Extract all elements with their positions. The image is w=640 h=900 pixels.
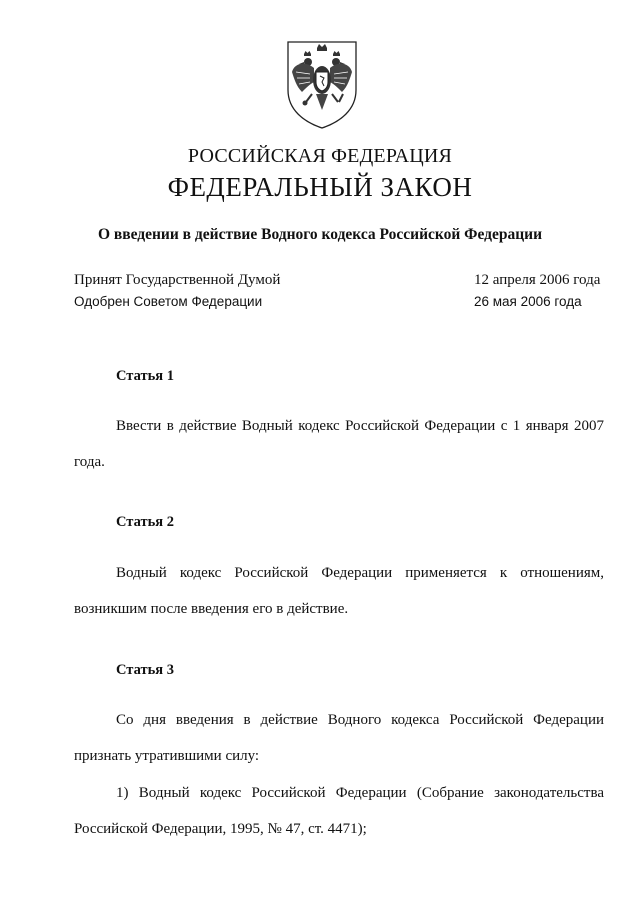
duma-adoption-label: Принят Государственной Думой bbox=[74, 272, 281, 288]
coat-of-arms-emblem bbox=[284, 38, 360, 130]
article-3-list-item: 1) Водный кодекс Российской Федерации (Собрание законодательства Российской Федерации, 1995, № 47, ст. 4471); bbox=[74, 785, 604, 837]
council-approval-date: 26 мая 2006 года bbox=[474, 294, 582, 309]
document-type-heading: ФЕДЕРАЛЬНЫЙ ЗАКОН bbox=[167, 172, 473, 202]
article-1-paragraph: Ввести в действие Водный кодекс Российской Федерации с 1 января 2007 года. bbox=[74, 418, 604, 470]
article-3-paragraph: Со дня введения в действие Водного кодекса Российской Федерации признать утратившими силу: bbox=[74, 712, 604, 764]
duma-adoption-date: 12 апреля 2006 года bbox=[474, 272, 601, 288]
article-1-title: Статья 1 bbox=[116, 368, 174, 384]
adoption-council-row bbox=[74, 294, 604, 309]
article-2-paragraph: Водный кодекс Российской Федерации применяется к отношениям, возникшим после введения его в действие. bbox=[74, 565, 604, 617]
adoption-duma-row bbox=[74, 272, 604, 289]
double-headed-eagle-icon bbox=[284, 38, 360, 130]
law-title: О введении в действие Водного кодекса Российской Федерации bbox=[97, 226, 543, 243]
article-3-title: Статья 3 bbox=[116, 662, 174, 678]
article-2-title: Статья 2 bbox=[116, 514, 174, 530]
council-approval-label: Одобрен Советом Федерации bbox=[74, 294, 263, 309]
header-country: РОССИЙСКАЯ ФЕДЕРАЦИЯ bbox=[187, 145, 453, 167]
